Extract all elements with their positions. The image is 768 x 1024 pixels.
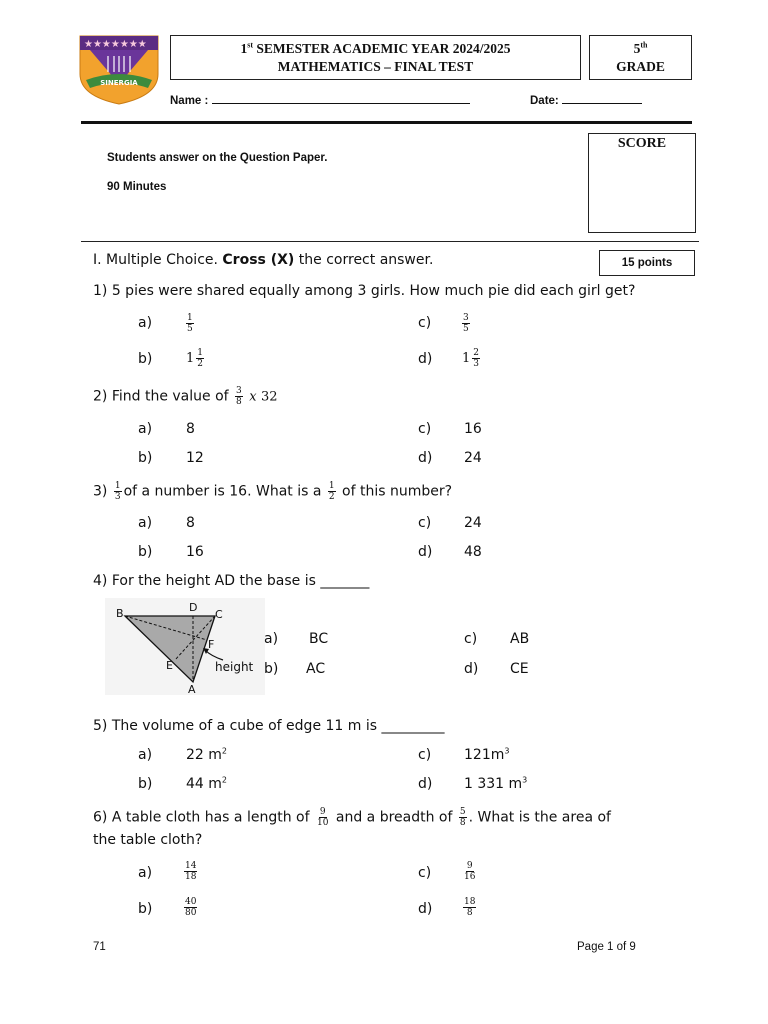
q4-option-d-label[interactable]: d)	[464, 661, 479, 677]
q3-option-b-value: 16	[186, 544, 204, 560]
question-1-text: 1) 5 pies were shared equally among 3 girls. How much pie did each girl get?	[93, 283, 636, 299]
score-label: SCORE	[617, 136, 667, 151]
q2-option-d-label[interactable]: d)	[418, 450, 433, 466]
name-field[interactable]	[170, 93, 470, 107]
question-3-text: 3) $\frac{1}{3}$ of a number is 16. What is a $\frac{1}{2}$ of this number?	[93, 481, 453, 502]
q1-option-b-label[interactable]: b)	[138, 351, 153, 367]
test-title-line2: MATHEMATICS – FINAL TEST	[277, 59, 474, 74]
footer-code: 71	[93, 941, 106, 953]
school-logo	[78, 34, 160, 106]
q1-option-c-value: $\frac{3}{5}$	[463, 313, 469, 334]
q1-option-a-value: $\frac{1}{5}$	[187, 313, 193, 334]
q1-option-b-value: 1 $\frac{1}{2}$	[186, 348, 204, 369]
q3-option-a-label[interactable]: a)	[138, 515, 153, 531]
q6-option-b-value: $\frac{40}{80}$	[185, 897, 197, 918]
grade-number: 5th	[633, 40, 648, 56]
q6-option-c-value: $\frac{9}{16}$	[464, 861, 476, 882]
q3-option-a-value: 8	[186, 515, 195, 531]
fig-label-a: A	[188, 683, 196, 695]
q5-option-c-value: $121m^3$	[464, 746, 510, 763]
q2-option-a-label[interactable]: a)	[138, 421, 153, 437]
q2-option-d-value: 24	[464, 450, 482, 466]
name-label: Name :	[170, 95, 209, 107]
fig-label-b: B	[116, 607, 124, 620]
name-blank[interactable]	[212, 93, 470, 104]
q3-option-c-label[interactable]: c)	[418, 515, 432, 531]
question-6-text-line2: the table cloth?	[93, 832, 203, 848]
q3-option-c-value: 24	[464, 515, 482, 531]
q5-option-d-label[interactable]: d)	[418, 776, 433, 792]
question-6-text: 6) A table cloth has a length of $\frac{9}{10}$ and a breadth of $\frac{5}{8}$ . What is the area of	[93, 807, 611, 828]
page-number: Page 1 of 9	[577, 941, 636, 953]
section-divider	[81, 241, 699, 242]
date-label: Date:	[530, 95, 559, 107]
question-5-text: 5) The volume of a cube of edge 11 m is _________	[93, 718, 445, 734]
q4-option-a-label[interactable]: a)	[264, 631, 279, 647]
q4-option-b-value: AC	[306, 661, 326, 677]
q6-option-d-label[interactable]: d)	[418, 901, 433, 917]
instruction-duration: 90 Minutes	[107, 181, 167, 193]
question-4-text: 4) For the height AD the base is _______	[93, 573, 370, 589]
test-title-box	[170, 35, 581, 80]
q5-option-a-value: 22 $m^2$	[186, 746, 227, 763]
section-heading: I. Multiple Choice. Cross (X) the correct answer.	[93, 252, 434, 268]
q4-option-a-value: BC	[309, 631, 329, 647]
test-title-line1: 1st SEMESTER ACADEMIC YEAR 2024/2025	[240, 40, 511, 56]
q3-option-d-label[interactable]: d)	[418, 544, 433, 560]
q6-option-b-label[interactable]: b)	[138, 901, 153, 917]
q5-option-b-label[interactable]: b)	[138, 776, 153, 792]
q4-option-c-label[interactable]: c)	[464, 631, 478, 647]
q5-option-a-label[interactable]: a)	[138, 747, 153, 763]
question-2-text: 2) Find the value of $\frac{3}{8}$ x 32	[93, 386, 278, 407]
q2-option-b-label[interactable]: b)	[138, 450, 153, 466]
fig-label-f: F	[208, 638, 215, 651]
q2-option-b-value: 12	[186, 450, 204, 466]
fig-label-e: E	[166, 659, 173, 672]
instruction-line-1: Students answer on the Question Paper.	[107, 152, 328, 164]
grade-label: GRADE	[616, 59, 665, 74]
fig-label-c: C	[215, 608, 223, 621]
q6-option-d-value: $\frac{18}{8}$	[464, 897, 476, 918]
logo-text: SINERGIA	[100, 79, 138, 87]
q3-option-d-value: 48	[464, 544, 482, 560]
q4-option-c-value: AB	[510, 631, 530, 647]
header-divider	[81, 121, 692, 124]
triangle-figure	[105, 598, 265, 695]
q2-option-a-value: 8	[186, 421, 195, 437]
q5-option-b-value: 44 $m^2$	[186, 775, 227, 792]
date-field[interactable]	[530, 93, 642, 107]
q1-option-c-label[interactable]: c)	[418, 315, 432, 331]
q5-option-d-value: 1 331 $m^3$	[464, 775, 528, 792]
q4-option-d-value: CE	[510, 661, 529, 677]
q1-option-a-label[interactable]: a)	[138, 315, 153, 331]
q6-option-a-label[interactable]: a)	[138, 865, 153, 881]
fig-label-d: D	[189, 601, 198, 614]
q2-option-c-value: 16	[464, 421, 482, 437]
q6-option-a-value: $\frac{14}{18}$	[185, 861, 197, 882]
q1-option-d-value: 1 $\frac{2}{3}$	[462, 348, 480, 369]
q5-option-c-label[interactable]: c)	[418, 747, 432, 763]
score-box[interactable]	[588, 133, 696, 233]
points-badge: 15 points	[599, 250, 695, 276]
q2-option-c-label[interactable]: c)	[418, 421, 432, 437]
date-blank[interactable]	[562, 93, 642, 104]
q4-option-b-label[interactable]: b)	[264, 661, 279, 677]
svg-text:★★★★★★★: ★★★★★★★	[84, 39, 147, 50]
grade-box	[589, 35, 692, 80]
q1-option-d-label[interactable]: d)	[418, 351, 433, 367]
q3-option-b-label[interactable]: b)	[138, 544, 153, 560]
fig-label-height: height	[215, 660, 254, 674]
q6-option-c-label[interactable]: c)	[418, 865, 432, 881]
